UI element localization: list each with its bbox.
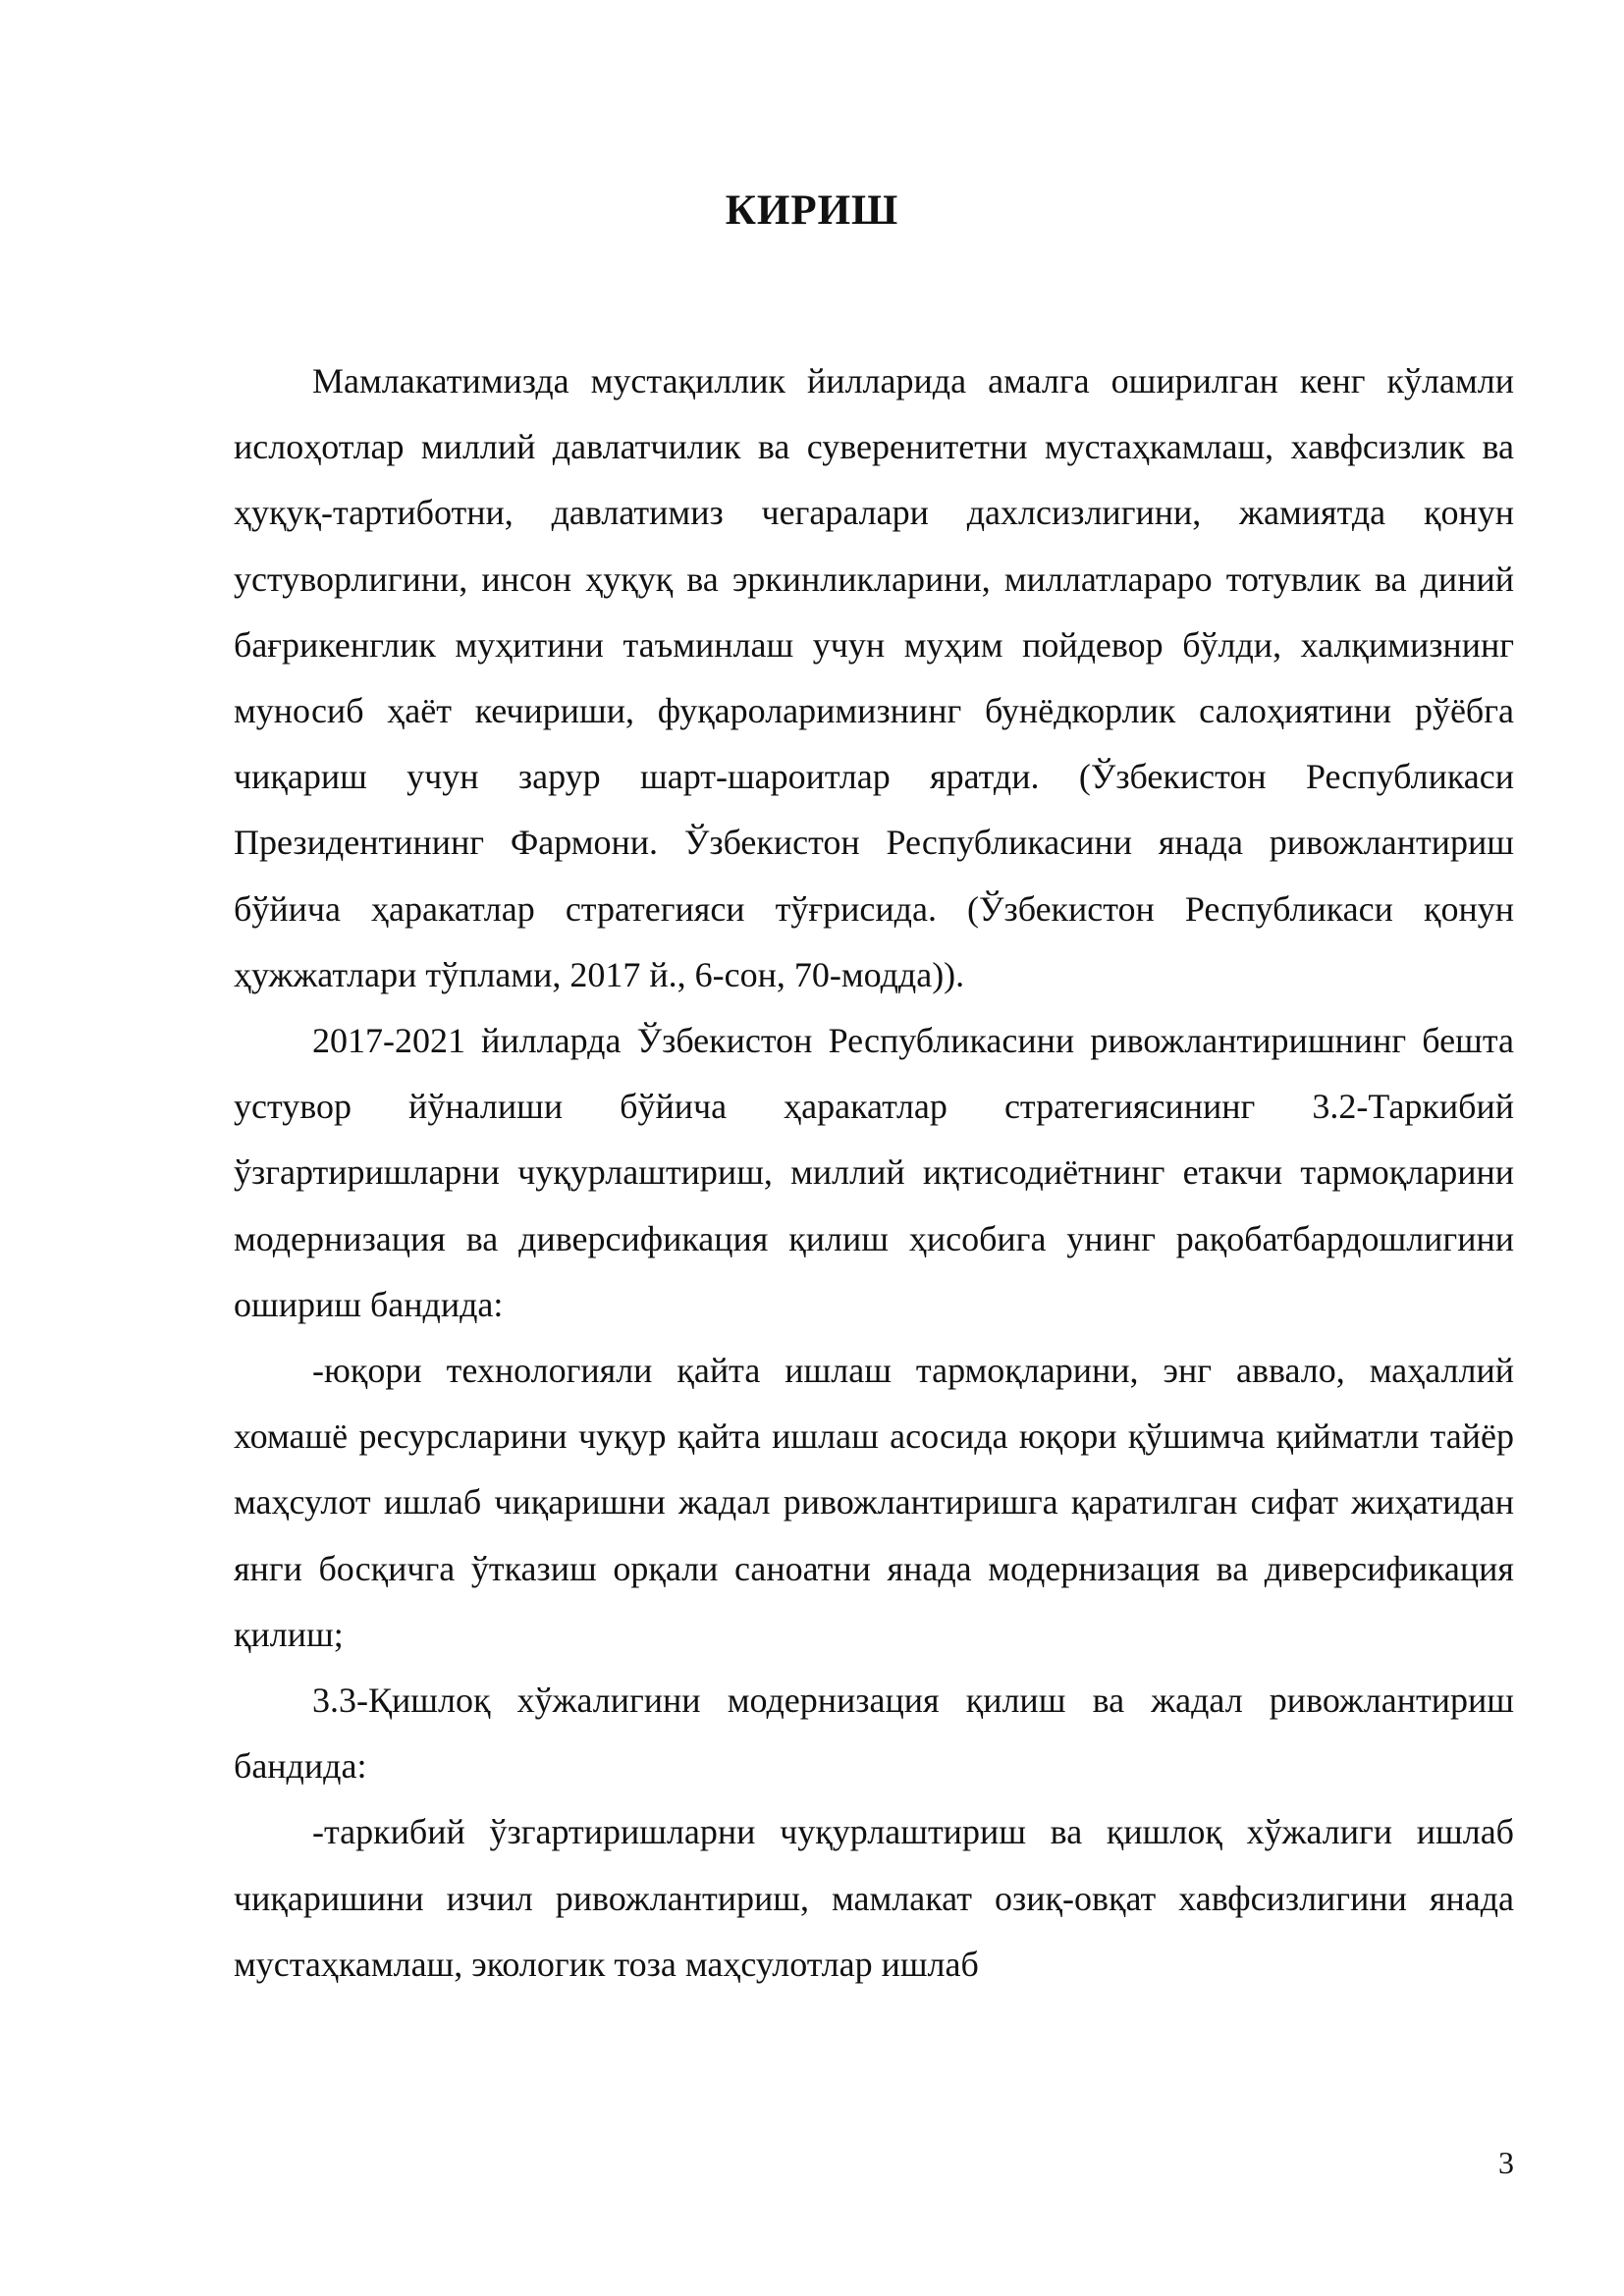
page-number: 3 [1498,2145,1514,2180]
paragraph-intro: Мамлакатимизда мустақиллик йилларида амалга оширилган кенг кўламли ислоҳотлар миллий давлатчилик ва суверенитетни мустаҳкамлаш, хавфсизлик ва ҳуқуқ-тартиботни, давлатимиз чегаралари дахлсизлигини, жамиятда қонун устуворлигини, инсон ҳуқуқ ва эркинликларини, миллатлараро тотувлик ва диний бағрикенглик муҳитини таъминлаш учун муҳим пойдевор бўлди, халқимизнинг муносиб ҳаёт кечириши, фуқароларимизнинг бунёдкорлик салоҳиятини рўёбга чиқариш учун зарур шарт-шароитлар яратди. (Ўзбекистон Республикаси Президентининг Фармони. Ўзбекистон Республикасини янада ривожлантириш бўйича ҳаракатлар стратегияси тўғрисида. (Ўзбекистон Республикаси қонун ҳужжатлари тўплами, 2017 й., 6-сон, 70-модда)). [234,361,1514,994]
paragraph-agriculture-heading: 3.3-Қишлоқ хўжалигини модернизация қилиш ва жадал ривожлантириш бандида: [234,1681,1514,1787]
page-title: КИРИШ [725,187,899,234]
paragraph-industry: -юқори технологияли қайта ишлаш тармоқларини, энг аввало, маҳаллий хомашё ресурсларини чуқур қайта ишлаш асосида юқори қўшимча қийматли тайёр маҳсулот ишлаб чиқаришни жадал ривожлантиришга қаратилган сифат жиҳатидан янги босқичга ўтказиш орқали саноатни янада модернизация ва диверсификация қилиш; [234,1351,1514,1654]
body-text [234,348,1514,1998]
paragraph-strategy: 2017-2021 йилларда Ўзбекистон Республикасини ривожлантиришнинг бешта устувор йўналиши бўйича ҳаракатлар стратегиясининг 3.2-Таркибий ўзгартиришларни чуқурлаштириш, миллий иқтисодиётнинг етакчи тармоқларини модернизация ва диверсификация қилиш ҳисобига унинг рақобатбардошлигини ошириш бандида: [234,1021,1514,1324]
paragraph-agriculture: -таркибий ўзгартиришларни чуқурлаштириш ва қишлоқ хўжалиги ишлаб чиқаришини изчил ривожлантириш, мамлакат озиқ-овқат хавфсизлигини янада мустаҳкамлаш, экологик тоза маҳсулотлар ишлаб [234,1812,1514,1984]
